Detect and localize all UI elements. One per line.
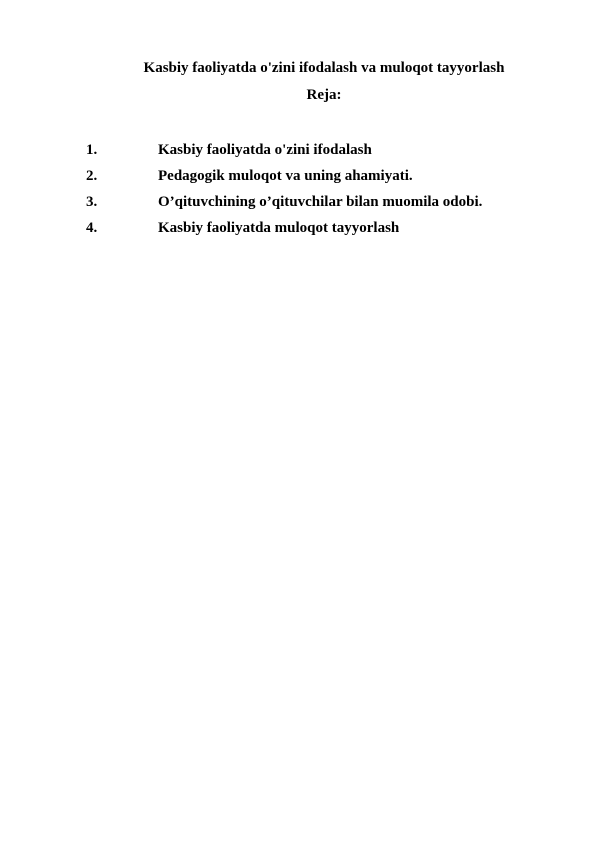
plan-item — [86, 167, 566, 193]
plan-item-number: 3. — [86, 194, 98, 210]
plan-item — [86, 141, 566, 167]
plan-item-text: Kasbiy faoliyatda muloqot tayyorlash — [158, 220, 400, 236]
plan-item-text: Kasbiy faoliyatda o'zini ifodalash — [158, 142, 372, 158]
document-title: Kasbiy faoliyatda o'zini ifodalash va muloqot tayyorlash — [143, 60, 505, 76]
plan-item-number: 4. — [86, 220, 98, 236]
plan-list — [86, 141, 566, 245]
plan-item-number: 1. — [86, 142, 98, 158]
plan-item-text: Pedagogik muloqot va uning ahamiyati. — [158, 168, 413, 184]
plan-item-text: O’qituvchining o’qituvchilar bilan muomila odobi. — [158, 194, 483, 210]
plan-item-number: 2. — [86, 168, 98, 184]
plan-heading: Reja: — [306, 87, 342, 103]
plan-item — [86, 219, 566, 245]
plan-item — [86, 193, 566, 219]
